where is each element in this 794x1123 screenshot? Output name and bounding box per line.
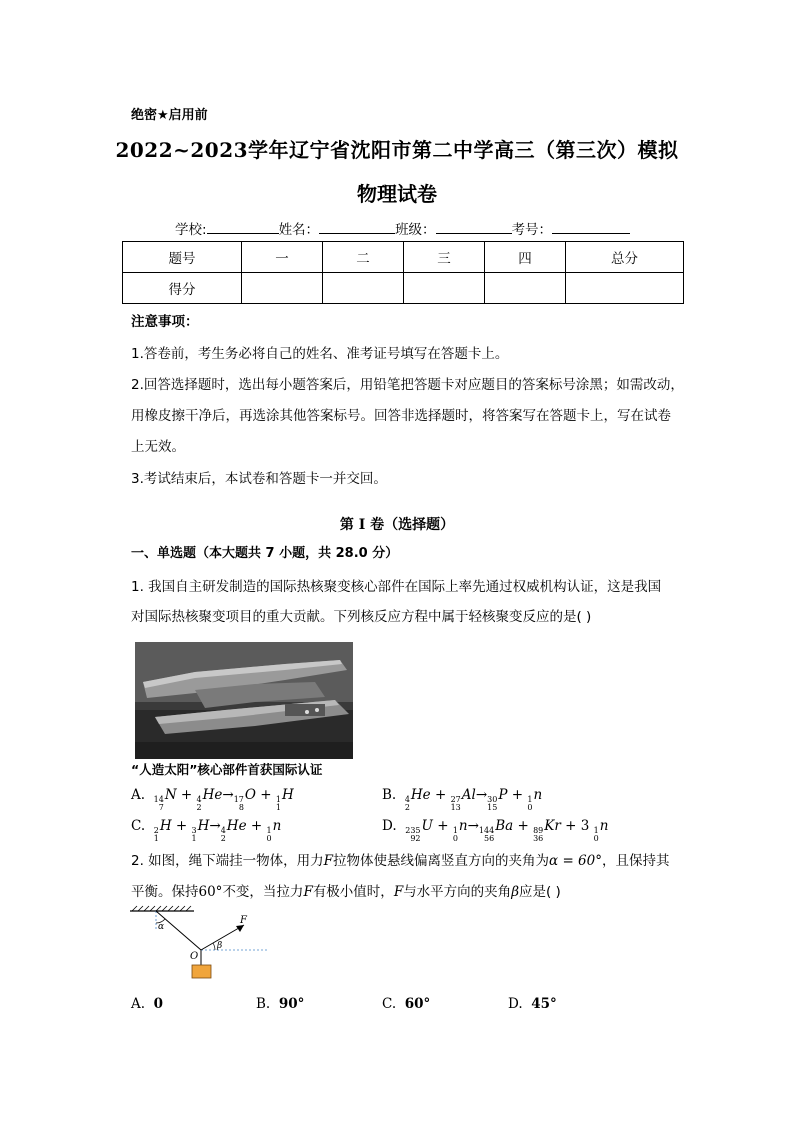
hanging-block — [192, 965, 211, 978]
option-value: 90° — [278, 996, 305, 1012]
school-label: 学校: — [175, 222, 207, 238]
notice-item: 1.答卷前，考生务必将自己的姓名、准考证号填写在答题卡上。 — [131, 346, 509, 362]
q1-option-a[interactable]: A. 14 7 N + 4 2 He→ 17 8 O + 1 1 H — [131, 787, 294, 812]
beta-arc — [213, 943, 215, 950]
score-header-cell: 三 — [404, 242, 485, 273]
score-cell — [485, 273, 566, 304]
exam-title-line1: 2022~2023学年辽宁省沈阳市第二中学高三（第三次）模拟 — [115, 138, 679, 162]
q2-option-b[interactable] — [256, 996, 304, 1012]
class-label: 班级： — [395, 222, 436, 238]
option-letter: C. — [382, 996, 397, 1012]
q2-option-d[interactable] — [508, 996, 557, 1012]
fig-label-alpha: α — [158, 922, 165, 932]
score-table-score-row — [123, 273, 684, 304]
notice-item: 3.考试结束后，本试卷和答题卡一并交回。 — [131, 471, 387, 487]
exam-number-label: 考号： — [511, 222, 553, 238]
score-cell — [404, 273, 485, 304]
fusion-component-photo — [135, 642, 353, 759]
score-cell — [323, 273, 404, 304]
school-blank[interactable] — [207, 221, 279, 234]
score-cell — [566, 273, 684, 304]
q2-option-a[interactable] — [131, 996, 163, 1012]
q2-var-beta: β — [511, 884, 519, 900]
q1-option-c[interactable]: C. 2 1 H + 3 1 H→ 4 2 He + 1 0 n — [131, 818, 282, 843]
option-value: 60° — [404, 996, 431, 1012]
class-blank[interactable] — [436, 221, 512, 234]
q2-text: 不变，当拉力 — [222, 884, 304, 900]
option-letter: D. — [508, 996, 523, 1012]
q2-text: 拉物体使悬线偏离竖直方向的夹角为 — [333, 853, 550, 869]
option-letter: C. — [131, 818, 146, 834]
q2-alpha-value: α = 60° — [549, 853, 602, 869]
notice-title: 注意事项： — [131, 314, 199, 330]
q2-text: 应是( ) — [519, 884, 561, 900]
q2-force-diagram — [128, 905, 273, 985]
notice-item: 用橡皮擦干净后，再选涂其他答案标号。回答非选择题时，将答案写在答题卡上，写在试卷 — [131, 408, 671, 424]
option-value: 0 — [153, 996, 164, 1012]
exam-title-line2: 物理试卷 — [357, 182, 437, 206]
q2-text: 与水平方向的夹角 — [403, 884, 512, 900]
q2-angle-value: 60° — [198, 884, 223, 900]
section-title: 第 I 卷（选择题） — [339, 517, 455, 533]
force-F-line — [201, 925, 244, 950]
q1-option-d[interactable]: D. 235 92 U + 1 0 n→ 144 56 Ba + 89 36 Kr + 3 1 0 n — [382, 818, 609, 843]
q2-stem-line1 — [131, 851, 711, 871]
part-title: 一、单选题（本大题共 7 小题，共 28.0 分） — [131, 546, 399, 561]
score-table — [122, 241, 684, 304]
ceiling-hatching — [132, 906, 191, 911]
q2-stem-line2 — [131, 882, 711, 902]
option-letter: A. — [131, 787, 146, 803]
photo-caption: “人造太阳”核心部件首获国际认证 — [131, 762, 323, 777]
q2-text: 2. 如图，绳下端挂一物体，用力 — [131, 853, 324, 869]
q1-stem-line1: 1. 我国自主研发制造的国际热核聚变核心部件在国际上率先通过权威机构认证，这是我国 — [131, 579, 662, 595]
option-letter: B. — [382, 787, 397, 803]
score-cell — [242, 273, 323, 304]
score-header-cell: 题号 — [123, 242, 242, 273]
q2-var-F: F — [393, 884, 404, 900]
score-row-label: 得分 — [123, 273, 242, 304]
score-header-cell: 二 — [323, 242, 404, 273]
fig-label-beta: β — [217, 941, 223, 951]
exam-number-blank[interactable] — [552, 221, 630, 234]
score-header-cell: 一 — [242, 242, 323, 273]
confidential-mark: 绝密★启用前 — [131, 108, 208, 123]
option-letter: B. — [256, 996, 271, 1012]
q2-text: ，且保持其 — [602, 853, 670, 869]
option-letter: A. — [131, 996, 146, 1012]
notice-item: 2.回答选择题时，选出每小题答案后，用铅笔把答题卡对应题目的答案标号涂黑；如需改动， — [131, 377, 684, 393]
q2-var-F: F — [303, 884, 313, 900]
score-header-cell: 四 — [485, 242, 566, 273]
q1-stem-line2: 对国际热核聚变项目的重大贡献。下列核反应方程中属于轻核聚变反应的是( ) — [131, 609, 592, 625]
score-header-cell: 总分 — [566, 242, 684, 273]
q2-option-c[interactable] — [382, 996, 430, 1012]
score-table-header-row — [123, 242, 684, 273]
q2-text: 有极小值时， — [312, 884, 394, 900]
student-info-line — [175, 218, 630, 238]
name-blank[interactable] — [319, 221, 395, 234]
notice-item: 上无效。 — [131, 439, 185, 455]
q1-option-b[interactable]: B. 4 2 He + 27 13 Al→ 30 15 P + 1 0 n — [382, 787, 543, 812]
fig-label-F: F — [240, 915, 247, 926]
q2-var-F: F — [323, 853, 334, 869]
option-value: 45° — [531, 996, 557, 1012]
name-label: 姓名： — [278, 222, 320, 238]
q2-text: 平衡。保持 — [131, 884, 199, 900]
option-letter: D. — [382, 818, 397, 834]
fig-label-O: O — [190, 951, 199, 962]
